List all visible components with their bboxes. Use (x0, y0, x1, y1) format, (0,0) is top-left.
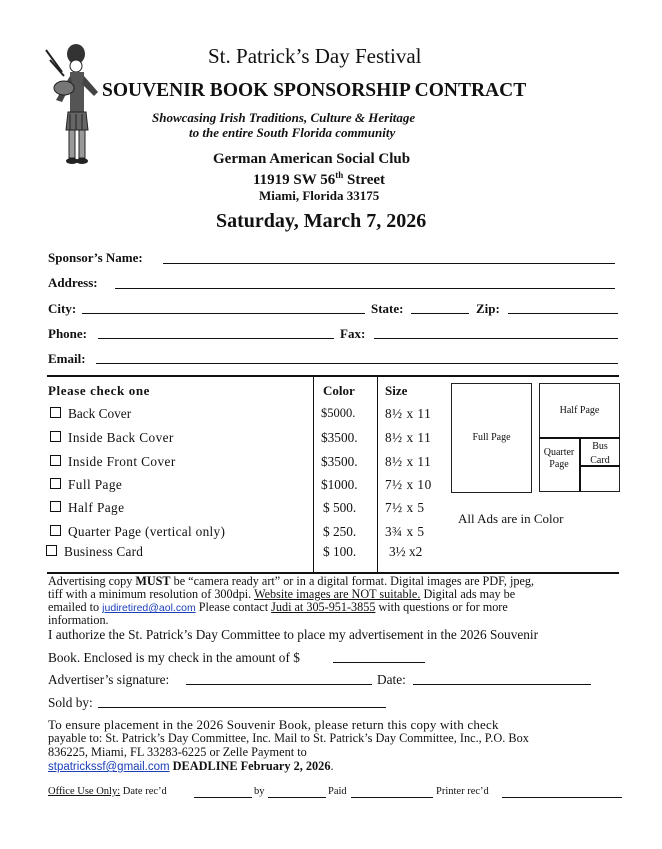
festival-title: St. Patrick’s Day Festival (208, 44, 422, 68)
placement-line-2: payable to: St. Patrick’s Day Committee, Inc. Mail to St. Patrick’s Day Committee, Inc., P.O. Box (48, 731, 529, 745)
office-by-field[interactable] (268, 797, 326, 798)
office-use-label: Office Use Only: (48, 786, 121, 797)
options-divider-2 (377, 376, 378, 572)
color-heading: Color (323, 383, 355, 398)
piper-illustration (42, 42, 106, 168)
quarter-label-2: Page (549, 459, 569, 470)
judi-email-link[interactable]: judiretired@aol.com (102, 602, 196, 614)
office-paid-field[interactable] (351, 797, 433, 798)
bus-card-label-1: Bus (592, 441, 608, 452)
zip-label: Zip: (476, 301, 500, 316)
city-line: Miami, Florida 33175 (259, 188, 380, 203)
office-date-rec-field[interactable] (194, 797, 252, 798)
phone-field[interactable] (98, 338, 334, 339)
option-inside-front-cover[interactable] (50, 454, 176, 470)
deadline-period: . (330, 759, 334, 773)
city-field[interactable] (82, 313, 365, 314)
email-field[interactable] (96, 363, 618, 364)
option-label: Quarter Page (vertical only) (68, 524, 226, 539)
option-label: Inside Front Cover (68, 454, 176, 469)
tagline-2: to the entire South Florida community (189, 125, 396, 140)
fax-field[interactable] (374, 338, 618, 339)
office-date-rec-label: Date rec’d (120, 786, 167, 797)
option-label: Half Page (68, 500, 125, 515)
option-size: 7½ x 10 (385, 477, 432, 492)
checkbox[interactable] (50, 431, 61, 442)
option-label: Inside Back Cover (68, 430, 174, 445)
zip-field[interactable] (508, 313, 618, 314)
check-amount-field[interactable] (333, 662, 425, 663)
street-address (253, 170, 385, 189)
checkbox[interactable] (50, 501, 61, 512)
option-price: $5000. (321, 406, 356, 420)
advertising-l2-start: tiff with a minimum resolution of 300dpi. (48, 587, 255, 601)
sold-by-label: Sold by: (48, 695, 93, 710)
option-price: $3500. (321, 430, 358, 445)
option-quarter-page[interactable] (50, 524, 225, 540)
all-ads-color-note: All Ads are in Color (458, 511, 564, 526)
placement-line-4 (48, 759, 334, 774)
option-price: $1000. (321, 477, 358, 492)
checkbox[interactable] (50, 478, 61, 489)
address-label: Address: (48, 275, 98, 290)
option-label: Full Page (68, 477, 123, 492)
options-divider-1 (313, 376, 314, 572)
sold-by-field[interactable] (98, 707, 386, 708)
option-label: Business Card (64, 544, 144, 559)
signature-field[interactable] (186, 684, 372, 685)
option-size: 3¾ x 5 (385, 524, 425, 539)
option-back-cover[interactable] (50, 406, 131, 422)
signature-date-label: Date: (377, 672, 406, 687)
deadline: DEADLINE February 2, 2026 (169, 759, 331, 773)
office-paid-label: Paid (328, 786, 347, 797)
advertising-l3-middle: Please contact (195, 600, 272, 614)
address-field[interactable] (115, 288, 615, 289)
advertising-must: MUST (135, 574, 171, 588)
advertising-l3-end: with questions or for more (375, 600, 508, 614)
option-size: 8½ x 11 (385, 430, 432, 445)
quarter-label-1: Quarter (543, 447, 575, 458)
advertising-l1-end: be “camera ready art” or in a digital format. Digital images are PDF, jpeg, (170, 574, 535, 588)
placement-line-1: To ensure placement in the 2026 Souvenir Book, please return this copy with check (48, 717, 499, 732)
state-label: State: (371, 301, 404, 316)
option-half-page[interactable] (50, 500, 124, 516)
advertising-line-4: information. (48, 613, 109, 627)
authorize-line-2: Book. Enclosed is my check in the amount of $ (48, 650, 300, 665)
signature-date-field[interactable] (413, 684, 591, 685)
office-printer-field[interactable] (502, 797, 622, 798)
tagline-1: Showcasing Irish Traditions, Culture & Heritage (152, 110, 416, 125)
option-full-page[interactable] (50, 477, 122, 493)
advertising-l3-start: emailed to (48, 600, 103, 614)
placement-line-3: 836225, Miami, FL 33283-6225 or Zelle Payment to (48, 745, 307, 759)
bus-card-label-2: Card (590, 455, 610, 466)
option-inside-back-cover[interactable] (50, 430, 174, 446)
size-heading: Size (385, 383, 408, 398)
zelle-email-link[interactable]: stpatrickssf@gmail.com (48, 761, 170, 773)
options-heading: Please check one (48, 383, 151, 398)
city-label: City: (48, 301, 77, 316)
judi-phone: Judi at 305-951-3855 (271, 600, 376, 614)
email-label: Email: (48, 351, 86, 366)
street-name: Street (343, 172, 386, 188)
option-business-card[interactable] (46, 544, 143, 560)
checkbox[interactable] (50, 455, 61, 466)
office-use-row (48, 786, 167, 797)
phone-label: Phone: (48, 326, 87, 341)
option-price: $ 100. (323, 544, 357, 559)
sponsor-name-label: Sponsor’s Name: (48, 250, 143, 265)
advertising-l2-end: Digital ads may be (420, 587, 516, 601)
checkbox[interactable] (46, 545, 57, 556)
advertising-l1-start: Advertising copy (48, 574, 136, 588)
website-images-note: Website images are NOT suitable. (254, 587, 421, 601)
authorize-line-1: I authorize the St. Patrick’s Day Committee to place my advertisement in the 2026 Souvenir (48, 627, 539, 642)
option-price: $ 500. (323, 500, 357, 515)
option-size: 8½ x 11 (385, 454, 432, 469)
option-label: Back Cover (68, 406, 132, 421)
fax-label: Fax: (340, 326, 366, 341)
office-by-label: by (254, 786, 265, 797)
option-price: $ 250. (323, 524, 357, 539)
contract-title: SOUVENIR BOOK SPONSORSHIP CONTRACT (102, 80, 527, 101)
venue: German American Social Club (213, 151, 411, 167)
option-size: 7½ x 5 (385, 500, 425, 515)
street-suffix: th (335, 170, 344, 180)
checkbox[interactable] (50, 407, 61, 418)
signature-label: Advertiser’s signature: (48, 672, 170, 687)
option-price: $3500. (321, 454, 358, 469)
option-size: 8½ x 11 (385, 406, 432, 421)
street-number: 11919 SW 56 (253, 172, 336, 188)
office-printer-label: Printer rec’d (436, 786, 489, 797)
option-size: 3½ x2 (389, 544, 423, 559)
half-page-label: Half Page (559, 405, 600, 416)
advertising-line-3 (48, 601, 508, 615)
event-date: Saturday, March 7, 2026 (216, 210, 427, 232)
sponsor-name-field[interactable] (163, 263, 615, 264)
options-top-rule (47, 375, 619, 377)
checkbox[interactable] (50, 525, 61, 536)
state-field[interactable] (411, 313, 469, 314)
full-page-label: Full Page (472, 432, 511, 443)
